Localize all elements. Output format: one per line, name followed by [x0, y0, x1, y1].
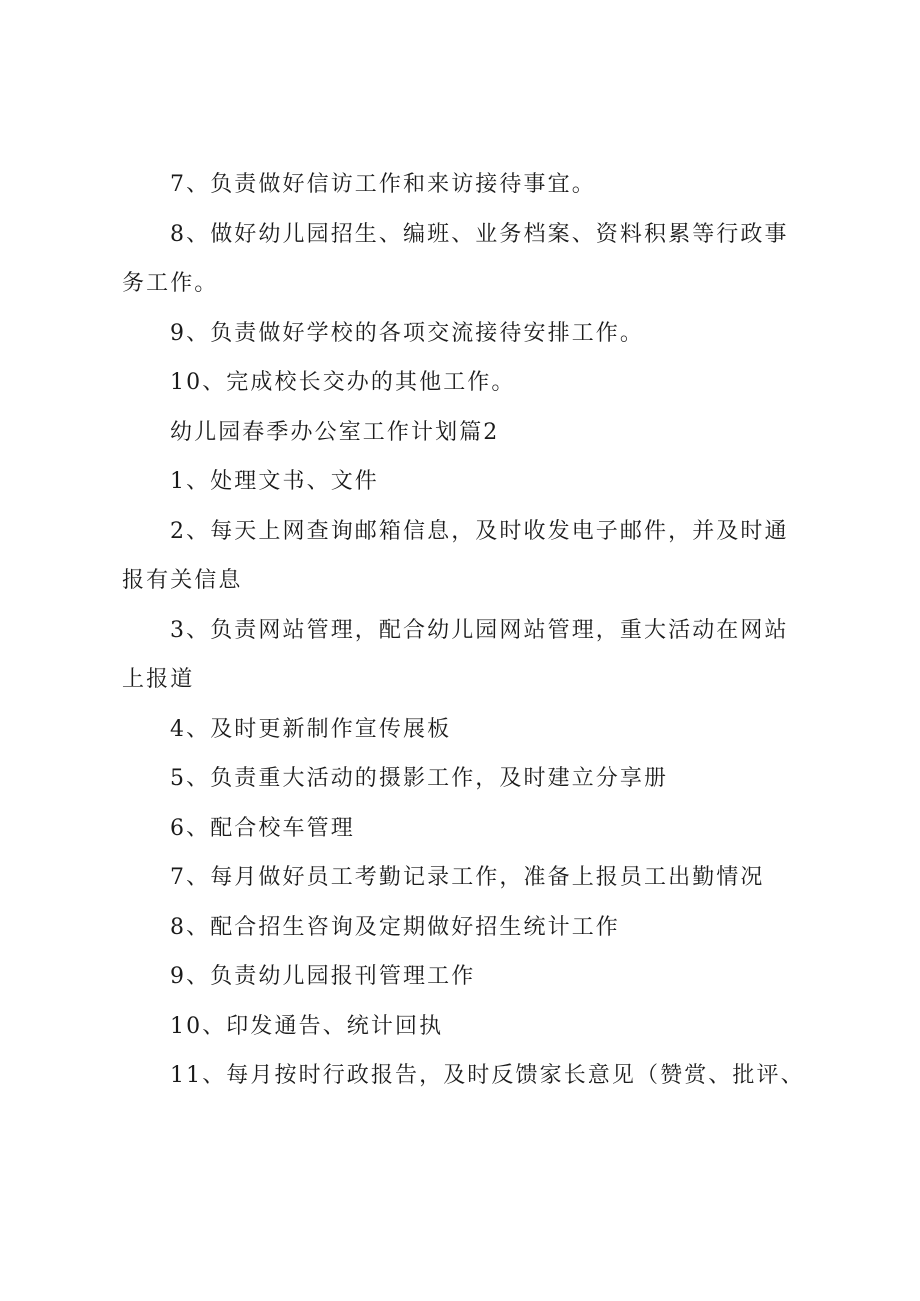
- paragraph-item-6-school-bus: 6、配合校车管理: [170, 815, 355, 841]
- paragraph-item-5-photography: 5、负责重大活动的摄影工作，及时建立分享册: [170, 766, 669, 791]
- paragraph-item-7-petition: 7、负责做好信访工作和来访接待事宜。: [170, 172, 596, 197]
- section-heading: 幼儿园春季办公室工作计划篇2: [170, 419, 500, 445]
- paragraph-item-7-attendance: 7、每月做好员工考勤记录工作，准备上报员工出勤情况: [170, 865, 765, 890]
- paragraph-item-2-email: 2、每天上网查询邮箱信息，及时收发电子邮件，并及时通报有关信息: [122, 518, 789, 593]
- paragraph-item-8-admin: 8、做好幼儿园招生、编班、业务档案、资料积累等行政事务工作。: [122, 221, 789, 296]
- paragraph-item-11-reports: 11、每月按时行政报告，及时反馈家长意见（赞赏、批评、: [170, 1063, 805, 1088]
- paragraph-item-9-periodicals: 9、负责幼儿园报刊管理工作: [170, 964, 476, 989]
- paragraph-item-1-documents: 1、处理文书、文件: [170, 469, 379, 494]
- paragraph-item-8-enrollment: 8、配合招生咨询及定期做好招生统计工作: [170, 914, 620, 940]
- paragraph-item-4-display-board: 4、及时更新制作宣传展板: [170, 716, 452, 742]
- paragraph-item-10-notices: 10、印发通告、统计回执: [170, 1013, 444, 1039]
- paragraph-item-10-principal: 10、完成校长交办的其他工作。: [170, 370, 516, 395]
- document-body: [122, 160, 812, 1101]
- paragraph-item-9-exchange: 9、负责做好学校的各项交流接待安排工作。: [170, 320, 644, 346]
- paragraph-item-3-website: 3、负责网站管理，配合幼儿园网站管理，重大活动在网站上报道: [122, 617, 789, 692]
